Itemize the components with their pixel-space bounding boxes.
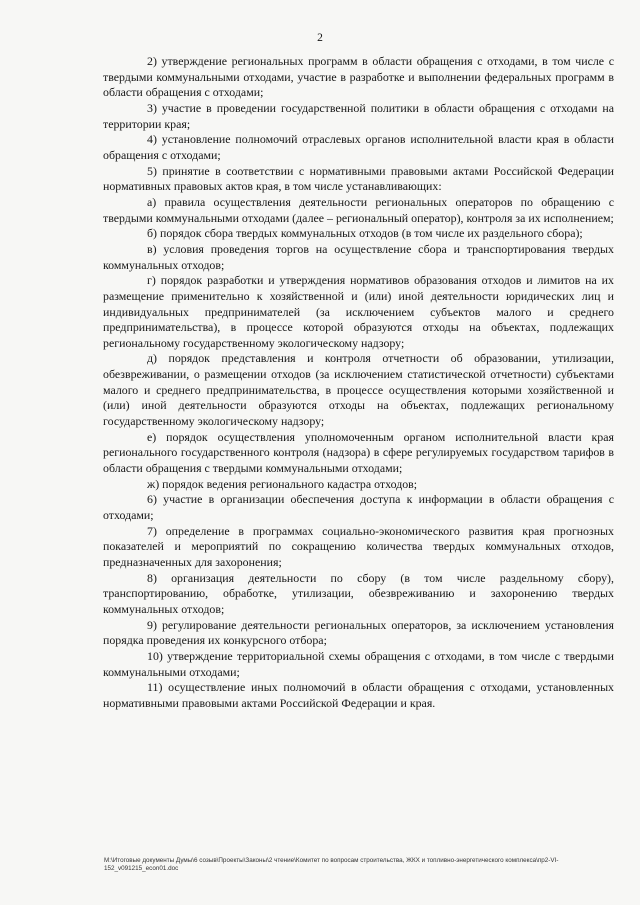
paragraph: е) порядок осуществления уполномоченным органом исполнительной власти края регионального государственного контроля (надзора) в сфере регулируемых государством тарифов в области обращения с твердыми коммунальными отходами; <box>103 429 614 476</box>
paragraph: б) порядок сбора твердых коммунальных отходов (в том числе их раздельного сбора); <box>147 226 583 241</box>
document-body <box>103 54 614 712</box>
paragraph: ж) порядок ведения регионального кадастра отходов; <box>147 476 418 491</box>
paragraph: 3) участие в проведении государственной политики в области обращения с отходами на территории края; <box>103 100 614 131</box>
paragraph: г) порядок разработки и утверждения нормативов образования отходов и лимитов на их размещение применительно к хозяйственной и (или) иной деятельности юридических лиц и индивидуальных предпринимателей (за исключением субъектов малого и среднего предпринимательства), в процессе которой образуются отходы на объектах, подлежащих региональному государственному экологическому надзору; <box>103 273 614 350</box>
page-number: 2 <box>317 32 323 44</box>
paragraph: а) правила осуществления деятельности региональных операторов по обращению с твердыми коммунальными отходами (далее – региональный оператор), контроля за их исполнением; <box>103 194 614 225</box>
paragraph: 8) организация деятельности по сбору (в том числе раздельному сбору), транспортированию, обработке, утилизации, обезвреживанию и захоронению твердых коммунальных отходов; <box>103 570 614 616</box>
paragraph: 10) утверждение территориальной схемы обращения с отходами, в том числе с твердыми коммунальными отходами; <box>103 648 614 679</box>
paragraph: 2) утверждение региональных программ в области обращения с отходами, в том числе с твердыми коммунальными отходами, участие в разработке и выполнении федеральных программ в области обращения с отходами; <box>103 54 614 100</box>
footer-file-path: M:\Итоговые документы Думы\6 созыв\Проекты\Законы\2 чтение\Комитет по вопросам строительства, ЖКХ и топливно-энергетического комплекса\пр2-VI-152_v091215_econ01.doc <box>104 857 559 872</box>
paragraph: в) условия проведения торгов на осуществление сбора и транспортирования твердых коммунальных отходов; <box>103 241 614 272</box>
paragraph: 9) регулирование деятельности региональных операторов, за исключением установления порядка проведения их конкурсного отбора; <box>103 617 614 648</box>
paragraph: 7) определение в программах социально-экономического развития края прогнозных показателей и мероприятий по сокращению количества твердых коммунальных отходов, предназначенных для захоронения; <box>103 523 614 569</box>
paragraph: 11) осуществление иных полномочий в области обращения с отходами, установленных нормативными правовыми актами Российской Федерации и края. <box>103 680 614 710</box>
paragraph: 6) участие в организации обеспечения доступа к информации в области обращения с отходами; <box>103 492 614 523</box>
paragraph: д) порядок представления и контроля отчетности об образовании, утилизации, обезвреживании, о размещении отходов (за исключением статистической отчетности) субъектами малого и среднего предпринимательства, в процессе осуществления которыми хозяйственной и (или) иной деятельности образуются отходы на объектах, подлежащих региональному государственному экологическому надзору; <box>103 351 614 429</box>
paragraph: 5) принятие в соответствии с нормативными правовыми актами Российской Федерации нормативных правовых актов края, в том числе устанавливающих: <box>103 163 614 194</box>
paragraph: 4) установление полномочий отраслевых органов исполнительной власти края в области обращения с отходами; <box>103 132 614 162</box>
